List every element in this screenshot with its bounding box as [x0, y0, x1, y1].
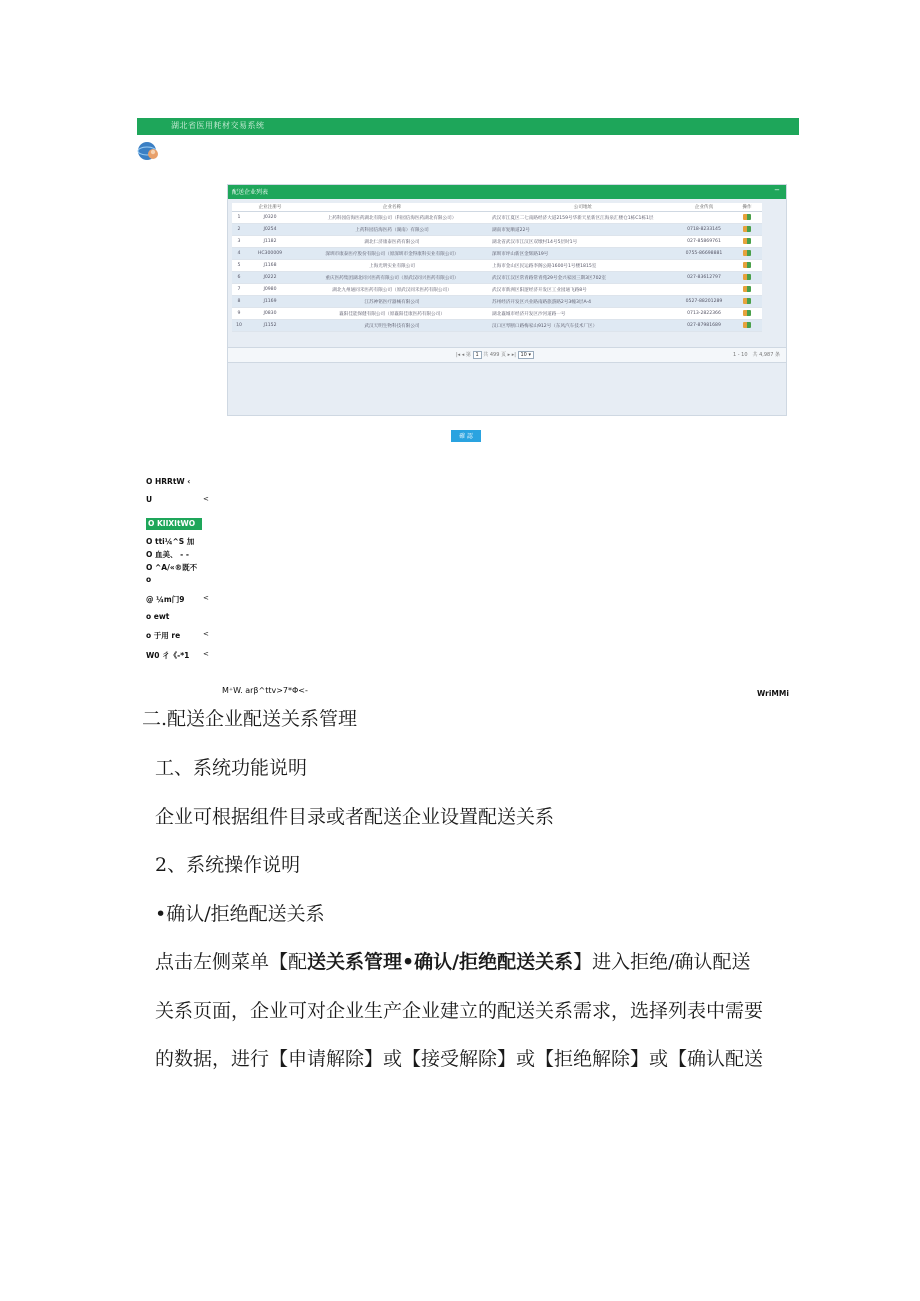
company-address: 武汉市江汉区常青路常青苑29号金兴家园三期3区702室 [490, 272, 676, 284]
menu-item[interactable]: @ ¼m门9 [146, 595, 185, 604]
company-name: 湖北九州通同禾医药有限公司（原武汉同禾医药有限公司） [294, 284, 490, 296]
edit-icon[interactable] [743, 286, 751, 292]
screenshot-footer-right: WriMMi [757, 689, 789, 698]
table-header-row [232, 203, 762, 212]
company-name: 上药科园信海医药湖北有限公司（科园信海医药湖北有限公司） [294, 212, 490, 224]
company-fax: 0527-88201289 [676, 296, 732, 308]
company-fax [676, 284, 732, 296]
column-header[interactable]: 企业注册号 [246, 203, 294, 212]
page-size-select[interactable]: 10 ▾ [518, 351, 534, 359]
row-index: 2 [232, 224, 246, 236]
edit-icon[interactable] [743, 322, 751, 328]
menu-item-label: O KIIXItWO [148, 519, 196, 528]
company-address: 武汉市新洲区阳逻经济开发区工业园通飞路8号 [490, 284, 676, 296]
company-table [232, 203, 762, 332]
menu-item[interactable]: O 血美、 - - [146, 550, 189, 559]
row-index: 7 [232, 284, 246, 296]
company-address: 湖北省武汉市江汉区双墩村14号5层时1号 [490, 236, 676, 248]
row-index: 5 [232, 260, 246, 272]
company-address: 武汉市江夏区二七南路经济大道2159号华新天星新区江海泉汇楼仓1栋C1栋1层 [490, 212, 676, 224]
edit-icon[interactable] [743, 274, 751, 280]
expand-arrow-icon[interactable]: < [203, 630, 209, 638]
table-row[interactable] [232, 272, 762, 284]
menu-item[interactable]: o [146, 575, 152, 584]
page-prefix: 第 [465, 352, 471, 358]
menu-item[interactable]: O HRRtW ‹ [146, 477, 191, 486]
row-index: 6 [232, 272, 246, 284]
first-page-icon[interactable]: |◂ ◂ [456, 352, 466, 358]
page-number-input[interactable]: 1 [473, 351, 482, 359]
distribution-company-panel [227, 184, 787, 416]
section-heading: 二.配送企业配送关系管理 [142, 708, 358, 730]
row-action[interactable] [732, 248, 762, 260]
app-header [137, 118, 799, 135]
edit-icon[interactable] [743, 262, 751, 268]
edit-icon[interactable] [743, 214, 751, 220]
table-row[interactable] [232, 224, 762, 236]
edit-icon[interactable] [743, 298, 751, 304]
registration-no: J0830 [246, 308, 294, 320]
company-address: 深圳市坪山新区金辉路19号 [490, 248, 676, 260]
row-action[interactable] [732, 272, 762, 284]
registration-no: J1152 [246, 320, 294, 332]
edit-icon[interactable] [743, 250, 751, 256]
row-action[interactable] [732, 284, 762, 296]
edit-icon[interactable] [743, 226, 751, 232]
total-pages: 共 499 页 [483, 352, 507, 358]
row-index: 3 [232, 236, 246, 248]
row-action[interactable] [732, 236, 762, 248]
company-address: 湖南市复顺道22号 [490, 224, 676, 236]
company-fax [676, 212, 732, 224]
panel-header [228, 185, 786, 199]
expand-arrow-icon[interactable]: < [203, 594, 209, 602]
company-fax: 027-87981689 [676, 320, 732, 332]
row-index: 10 [232, 320, 246, 332]
company-name: 上药科园信海医药（湖南）有限公司 [294, 224, 490, 236]
paragraph-text: 】进入拒绝/确认配送 [573, 951, 751, 973]
next-page-icon[interactable]: ▸ ▸| [507, 352, 518, 358]
menu-item[interactable]: W0 彳《-*1 [146, 651, 190, 660]
app-title: 湖北省医用耗材交易系统 [171, 121, 265, 130]
company-fax: 0713-2822366 [676, 308, 732, 320]
company-name: 深圳市康泰医疗股份有限公司（原深圳市金得康科实业有限公司） [294, 248, 490, 260]
pagination-bar [228, 347, 786, 363]
company-name: 武汉天明生物科技有限公司 [294, 320, 490, 332]
row-index: 9 [232, 308, 246, 320]
registration-no: J1169 [246, 296, 294, 308]
row-action[interactable] [732, 308, 762, 320]
row-action[interactable] [732, 224, 762, 236]
table-row[interactable] [232, 320, 762, 332]
company-address: 湖北襄城市经济开发区沙河道路一号 [490, 308, 676, 320]
edit-icon[interactable] [743, 238, 751, 244]
menu-item[interactable]: O ^A/«®既不 [146, 563, 198, 572]
registration-no: J0320 [246, 212, 294, 224]
company-name: 湖北仁济康泰医药有限公司 [294, 236, 490, 248]
column-header[interactable]: 公司地址 [490, 203, 676, 212]
screenshot-footer-left: M⁺W. arβ^ttv>7*Φ<- [222, 686, 308, 695]
page-size-value: 10 [520, 352, 527, 358]
menu-item[interactable]: o 于用 re [146, 631, 181, 640]
row-index: 8 [232, 296, 246, 308]
subsection-heading: 工、系统功能说明 [155, 757, 308, 779]
company-fax [676, 260, 732, 272]
paragraph: 的数据，进行【申请解除】或【接受解除】或【拒绝解除】或【确认配送 [155, 1048, 764, 1070]
row-action[interactable] [732, 212, 762, 224]
paragraph: 企业可根据组件目录或者配送企业设置配送关系 [155, 806, 555, 828]
edit-icon[interactable] [743, 310, 751, 316]
company-name: 重庆医药集团湖北同兴医药有限公司（原武汉同兴医药有限公司） [294, 272, 490, 284]
menu-item[interactable]: U [146, 495, 153, 504]
company-address: 苏州经济开发区兴业路南路旅游路2号3幢3层A-4 [490, 296, 676, 308]
table-row[interactable] [232, 260, 762, 272]
registration-no: HC300009 [246, 248, 294, 260]
expand-arrow-icon[interactable]: < [203, 650, 209, 658]
paragraph [155, 947, 751, 974]
row-index: 1 [232, 212, 246, 224]
pagination-controls [456, 351, 534, 359]
collapse-icon[interactable]: − [774, 186, 780, 194]
column-header[interactable]: 企业传真 [676, 203, 732, 212]
registration-no: J0254 [246, 224, 294, 236]
table-row[interactable] [232, 308, 762, 320]
row-index: 4 [232, 248, 246, 260]
column-header [232, 203, 246, 212]
subsection-heading: 2、系统操作说明 [155, 854, 301, 876]
table-row[interactable] [232, 212, 762, 224]
menu-path-text: 送关系管理•确认/拒绝配送关系 [307, 951, 574, 973]
company-name: 襄阳佳能保健有限公司（原襄阳佳康医药有限公司） [294, 308, 490, 320]
table-row[interactable] [232, 248, 762, 260]
company-fax: 027-85869761 [676, 236, 732, 248]
table-row[interactable] [232, 284, 762, 296]
registration-no: J1168 [246, 260, 294, 272]
company-fax: 0755-86698881 [676, 248, 732, 260]
company-fax: 027-83612797 [676, 272, 732, 284]
bullet-heading: •确认/拒绝配送关系 [155, 903, 325, 925]
registration-no: J1182 [246, 236, 294, 248]
company-address: 上海市金山区民运路李阁公路1600号1号楼1815室 [490, 260, 676, 272]
column-header[interactable]: 企业名称 [294, 203, 490, 212]
record-summary: 1 - 10 共 4,987 条 [732, 352, 780, 358]
menu-item[interactable]: O tti¼^S 加 [146, 537, 195, 546]
column-header: 操作 [732, 203, 762, 212]
company-name: 上海光明实业有限公司 [294, 260, 490, 272]
registration-no: J0980 [246, 284, 294, 296]
company-name: 江苏神铭医疗器械有限公司 [294, 296, 490, 308]
row-action[interactable] [732, 320, 762, 332]
row-action[interactable] [732, 260, 762, 272]
company-address: 汉口区琴断口路梅家山912号（东风汽车技术厂区） [490, 320, 676, 332]
table-row[interactable] [232, 236, 762, 248]
table-row[interactable] [232, 296, 762, 308]
menu-item-selected[interactable] [146, 518, 202, 530]
registration-no: J0222 [246, 272, 294, 284]
expand-arrow-icon[interactable]: < [203, 495, 209, 503]
row-action[interactable] [732, 296, 762, 308]
panel-title: 配送企业列表 [232, 189, 269, 196]
menu-item[interactable]: o ewt [146, 612, 170, 621]
paragraph: 关系页面，企业可对企业生产企业建立的配送关系需求，选择列表中需要 [155, 1000, 764, 1022]
paragraph-text: 点击左侧菜单【配 [155, 951, 308, 973]
confirm-button[interactable]: 確 認 [451, 430, 481, 442]
user-avatar-icon[interactable] [137, 141, 159, 161]
company-fax: 0718-8233145 [676, 224, 732, 236]
